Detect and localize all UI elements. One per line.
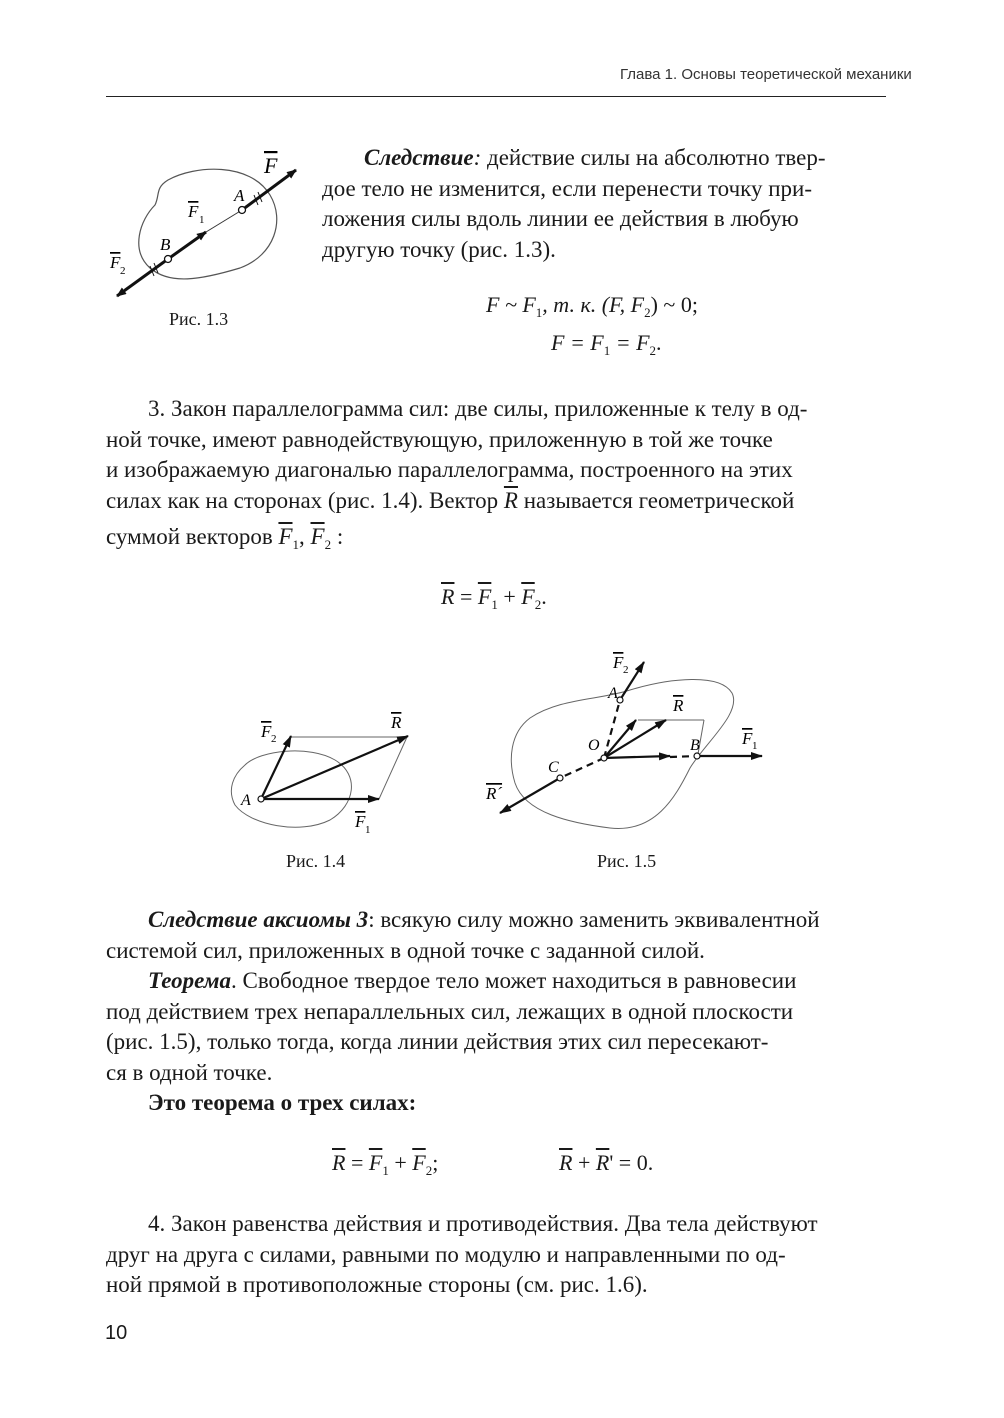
formula-equivalence: F ~ $F_1$, т. к. (F, $F_2$) ~ 0; xyxy=(486,292,698,320)
body-outline xyxy=(139,169,277,279)
header-rule xyxy=(106,96,886,97)
resultant-R-arrow xyxy=(261,736,408,799)
label-R: R xyxy=(391,713,402,732)
label-C: C xyxy=(548,759,559,776)
force-F1-arrow xyxy=(168,232,206,259)
label-B: B xyxy=(690,737,700,754)
label-F1: F xyxy=(742,729,753,748)
formula-equality: $F = F_1 = F_2$. xyxy=(551,330,662,358)
point-A xyxy=(239,207,246,214)
label-F2: F xyxy=(110,253,121,272)
section-4-paragraph: 4. Закон равенства действия и противодействия. Два тела действуют друг на друга с силами, равными по модулю и направленными по од- ной прямой в противоположные стороны (см. рис. 1.6). xyxy=(106,1211,818,1297)
figure-1-5 xyxy=(480,648,770,848)
body-outline xyxy=(231,751,351,827)
figure-1-3 xyxy=(100,140,315,315)
label-F1: F xyxy=(355,812,366,831)
label-F2: F xyxy=(261,722,272,741)
dashed-line-to-B xyxy=(670,756,697,757)
figure-1-5-caption: Рис. 1.5 xyxy=(597,851,657,871)
label-O: O xyxy=(588,737,600,754)
label-A: A xyxy=(234,186,245,205)
point-B xyxy=(165,256,172,263)
action-line xyxy=(206,210,242,232)
corollary-paragraph: Следствие: действие силы на абсолютно твер- дое тело не изменится, если перенести точку при- ложения силы вдоль линии ее действия в любую другую точку (рис. 1.3). xyxy=(322,145,826,262)
resultant-Rprime-arrow xyxy=(500,778,560,813)
label-A: A xyxy=(241,792,251,809)
label-F2-sub: 2 xyxy=(120,265,126,277)
formula-three-forces: $\overline{R} = \overline{F}_1 + \overline{F}_2$; xyxy=(332,1150,439,1178)
figure-1-3-caption: Рис. 1.3 xyxy=(169,309,229,329)
theorem-term: Теорема xyxy=(148,968,232,993)
corollary-term: Следствие xyxy=(364,145,474,170)
label-F2-sub: 2 xyxy=(623,664,629,676)
figure-1-4-caption: Рис. 1.4 xyxy=(286,851,346,871)
force-F2-arrow xyxy=(261,736,291,799)
label-F2-sub: 2 xyxy=(271,733,277,745)
O-to-F1-arrow xyxy=(604,756,670,758)
label-F1: F xyxy=(188,202,199,221)
label-F: F xyxy=(264,153,278,178)
label-F1-sub: 1 xyxy=(752,740,758,752)
O-to-F2-arrow xyxy=(604,720,636,758)
label-Rprime: R´ xyxy=(486,784,503,803)
figure-1-4 xyxy=(225,705,425,840)
dashed-line-to-C xyxy=(560,758,604,778)
label-R: R xyxy=(673,696,684,715)
formula-equilibrium: $\overline{R} + \overline{R}' = 0$. xyxy=(559,1150,654,1175)
label-F1-sub: 1 xyxy=(365,824,371,836)
point-A xyxy=(258,796,264,802)
point-A xyxy=(617,697,623,703)
formula-resultant: $\overline{R} = \overline{F}_1 + \overline{F}_2$. xyxy=(441,584,547,612)
theorem-name: Это теорема о трех силах: xyxy=(148,1090,417,1115)
corollary-3-paragraph: Следствие аксиомы 3: всякую силу можно заменить эквивалентной системой сил, приложенных в одной точке с заданной силой. Теорема. Свободное твердое тело может находиться в равновесии под действием трех непараллельных сил, лежащих в одной плоскости (рис. 1.5), только тогда, когда линии действия этих сил пересекают- ся в одной точке. Это теорема о трех силах: xyxy=(106,905,886,1119)
section-3-paragraph: 3. Закон параллелограмма сил: две силы, приложенные к телу в од- ной точке, имеют равнодействующую, приложенную в той же точке и изображаемую диагональю параллелограмма, построенного на этих силах как на сторонах (рис. 1.4). Вектор $\overline{R}$ называется геометрической суммой векторов $\overline{F}_1$, $\overline{F}_2$ : xyxy=(106,396,808,552)
label-A: A xyxy=(608,685,618,702)
resultant-R-arrow xyxy=(604,720,666,758)
label-F1-sub: 1 xyxy=(199,214,205,226)
label-B: B xyxy=(160,235,171,254)
label-F2: F xyxy=(613,653,624,672)
corollary-3-term: Следствие аксиомы 3 xyxy=(148,907,369,932)
running-header: Глава 1. Основы теоретической механики xyxy=(620,66,912,83)
page-number: 10 xyxy=(105,1322,128,1344)
point-O xyxy=(601,755,607,761)
